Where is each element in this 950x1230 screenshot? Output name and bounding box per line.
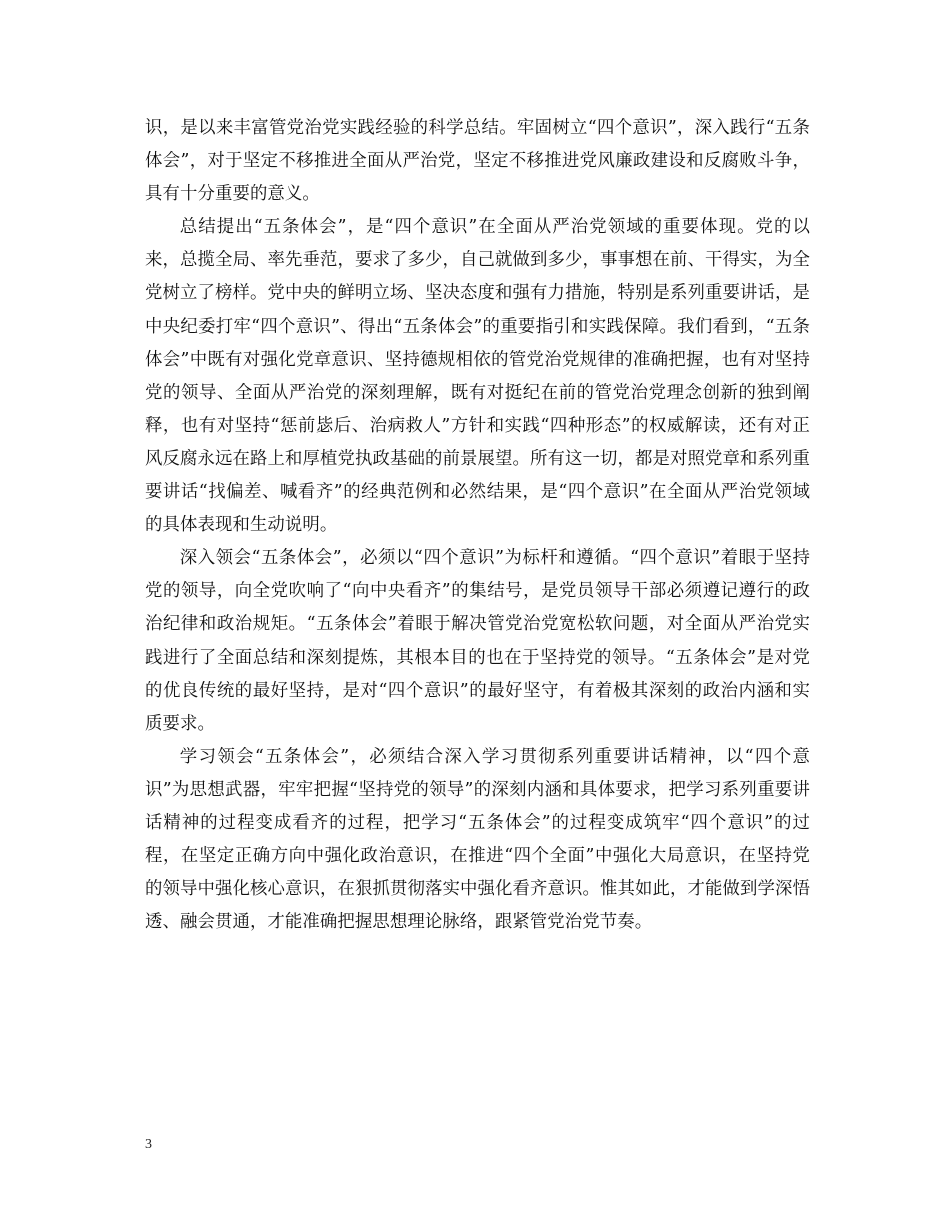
paragraph-4: 学习领会“五条体会”，必须结合深入学习贯彻系列重要讲话精神，以“四个意识”为思想武器，牢牢把握“坚持党的领导”的深刻内涵和具体要求，把学习系列重要讲话精神的过程变成看齐的过程，把学习“五条体会”的过程变成筑牢“四个意识”的过程，在坚定正确方向中强化政治意识，在推进“四个全面”中强化大局意识，在坚持党的领导中强化核心意识，在狠抓贯彻落实中强化看齐意识。惟其如此，才能做到学深悟透、融会贯通，才能准确把握思想理论脉络，跟紧管党治党节奏。 xyxy=(145,746,810,933)
document-body xyxy=(145,112,810,939)
paragraph-2: 总结提出“五条体会”，是“四个意识”在全面从严治党领域的重要体现。党的以来，总揽全局、率先垂范，要求了多少，自己就做到多少，事事想在前、干得实，为全党树立了榜样。党中央的鲜明立场、坚决态度和强有力措施，特别是系列重要讲话，是中央纪委打牢“四个意识”、得出“五条体会”的重要指引和实践保障。我们看到，“五条体会”中既有对强化党章意识、坚持德规相依的管党治党规律的准确把握，也有对坚持党的领导、全面从严治党的深刻理解，既有对挺纪在前的管党治党理念创新的独到阐释，也有对坚持“惩前毖后、治病救人”方针和实践“四种形态”的权威解读，还有对正风反腐永远在路上和厚植党执政基础的前景展望。所有这一切，都是对照党章和系列重要讲话“找偏差、喊看齐”的经典范例和必然结果，是“四个意识”在全面从严治党领域的具体表现和生动说明。 xyxy=(145,217,810,536)
paragraph-3: 深入领会“五条体会”，必须以“四个意识”为标杆和遵循。“四个意识”着眼于坚持党的领导，向全党吹响了“向中央看齐”的集结号，是党员领导干部必须遵记遵行的政治纪律和政治规矩。“五条体会”着眼于解决管党治党宽松软问题，对全面从严治党实践进行了全面总结和深刻提炼，其根本目的也在于坚持党的领导。“五条体会”是对党的优良传统的最好坚持，是对“四个意识”的最好坚守，有着极其深刻的政治内涵和实质要求。 xyxy=(145,548,810,734)
page-number: 3 xyxy=(145,1137,152,1152)
paragraph-1: 识，是以来丰富管党治党实践经验的科学总结。牢固树立“四个意识”，深入践行“五条体会”，对于坚定不移推进全面从严治党，坚定不移推进党风廉政建设和反腐败斗争，具有十分重要的意义。 xyxy=(145,118,810,205)
